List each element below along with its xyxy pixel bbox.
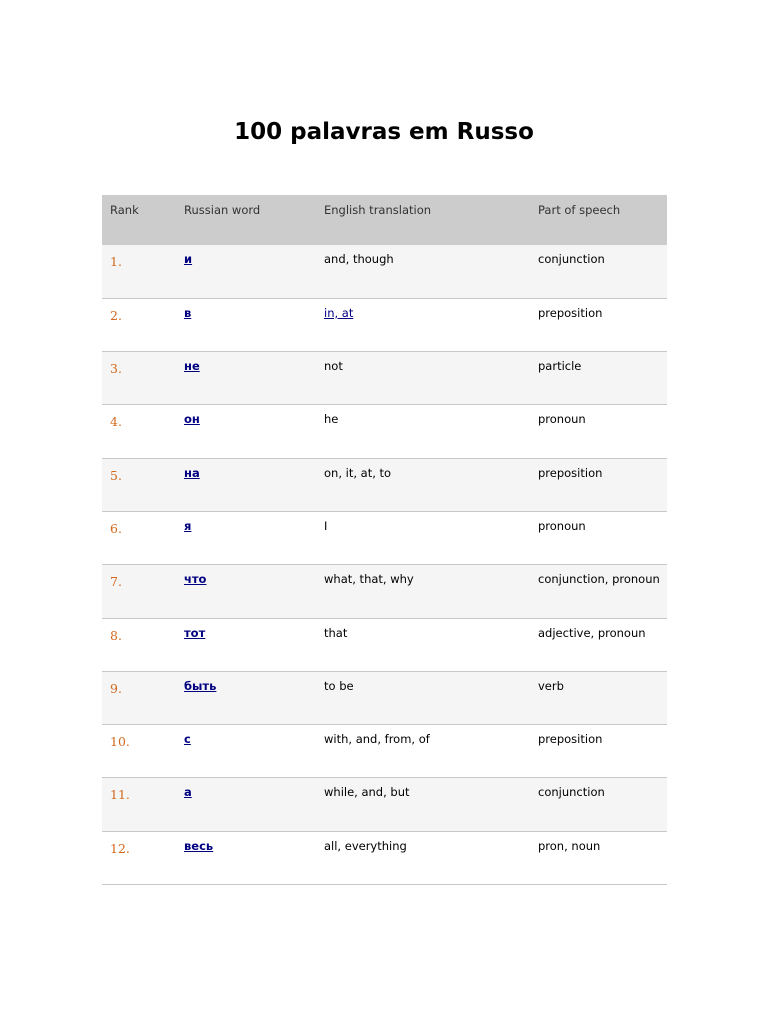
english-translation-cell: not — [316, 352, 530, 405]
russian-word-link[interactable]: а — [184, 785, 192, 800]
russian-word-link[interactable]: и — [184, 252, 193, 266]
header-part-of-speech: Part of speech — [530, 195, 667, 245]
english-translation-cell: and, though — [316, 245, 530, 298]
header-english-translation: English translation — [316, 195, 530, 245]
table-row — [102, 671, 667, 724]
rank-cell: 5. — [102, 458, 176, 511]
table-header-row — [102, 195, 667, 245]
rank-cell: 3. — [102, 352, 176, 405]
english-translation-cell: he — [316, 405, 530, 458]
rank-cell: 11. — [102, 778, 176, 831]
russian-word-link[interactable]: быть — [184, 678, 217, 693]
word-frequency-table — [102, 195, 667, 885]
rank-cell: 9. — [102, 671, 176, 724]
russian-word-link[interactable]: не — [184, 359, 200, 374]
page-title: 100 palavras em Russo — [234, 119, 534, 145]
english-translation-cell: I — [316, 511, 530, 564]
header-russian-word: Russian word — [176, 195, 316, 245]
table-row — [102, 405, 667, 458]
russian-word-cell — [176, 298, 316, 351]
table-row — [102, 778, 667, 831]
english-translation-cell: on, it, at, to — [316, 458, 530, 511]
rank-cell: 6. — [102, 511, 176, 564]
part-of-speech-cell: conjunction, pronoun — [530, 565, 667, 618]
table-row — [102, 245, 667, 298]
russian-word-cell — [176, 458, 316, 511]
rank-cell: 10. — [102, 725, 176, 778]
table-row — [102, 352, 667, 405]
rank-cell: 4. — [102, 405, 176, 458]
part-of-speech-cell: preposition — [530, 458, 667, 511]
english-translation-cell — [316, 298, 530, 351]
part-of-speech-cell: pron, noun — [530, 831, 667, 884]
table-row — [102, 565, 667, 618]
english-translation-cell: what, that, why — [316, 565, 530, 618]
russian-word-cell — [176, 831, 316, 884]
part-of-speech-cell: conjunction — [530, 778, 667, 831]
part-of-speech-cell: particle — [530, 352, 667, 405]
russian-word-cell — [176, 671, 316, 724]
english-translation-cell: while, and, but — [316, 778, 530, 831]
table-body — [102, 245, 667, 885]
table-row — [102, 831, 667, 884]
russian-word-link[interactable]: весь — [184, 838, 214, 853]
english-translation-link[interactable]: in, at — [324, 305, 354, 320]
rank-cell: 7. — [102, 565, 176, 618]
russian-word-link[interactable]: что — [184, 572, 207, 587]
russian-word-link[interactable]: на — [184, 465, 200, 480]
table-row — [102, 511, 667, 564]
russian-word-cell — [176, 405, 316, 458]
russian-word-cell — [176, 352, 316, 405]
russian-word-cell — [176, 725, 316, 778]
part-of-speech-cell: adjective, pronoun — [530, 618, 667, 671]
rank-cell: 2. — [102, 298, 176, 351]
russian-word-cell — [176, 245, 316, 298]
table-row — [102, 298, 667, 351]
russian-word-link[interactable]: в — [184, 305, 192, 320]
russian-word-link[interactable]: с — [184, 732, 191, 747]
english-translation-cell: that — [316, 618, 530, 671]
part-of-speech-cell: pronoun — [530, 511, 667, 564]
russian-word-cell — [176, 565, 316, 618]
english-translation-cell: with, and, from, of — [316, 725, 530, 778]
russian-word-link[interactable]: он — [184, 412, 200, 427]
table-row — [102, 725, 667, 778]
english-translation-cell: to be — [316, 671, 530, 724]
part-of-speech-cell: pronoun — [530, 405, 667, 458]
header-rank: Rank — [102, 195, 176, 245]
english-translation-cell: all, everything — [316, 831, 530, 884]
russian-word-cell — [176, 618, 316, 671]
russian-word-link[interactable]: тот — [184, 625, 206, 640]
rank-cell: 1. — [102, 245, 176, 298]
rank-cell: 8. — [102, 618, 176, 671]
table-row — [102, 618, 667, 671]
rank-cell: 12. — [102, 831, 176, 884]
russian-word-link[interactable]: я — [184, 518, 192, 533]
part-of-speech-cell: preposition — [530, 725, 667, 778]
part-of-speech-cell: verb — [530, 671, 667, 724]
part-of-speech-cell: preposition — [530, 298, 667, 351]
part-of-speech-cell: conjunction — [530, 245, 667, 298]
table-row — [102, 458, 667, 511]
russian-word-cell — [176, 511, 316, 564]
russian-word-cell — [176, 778, 316, 831]
